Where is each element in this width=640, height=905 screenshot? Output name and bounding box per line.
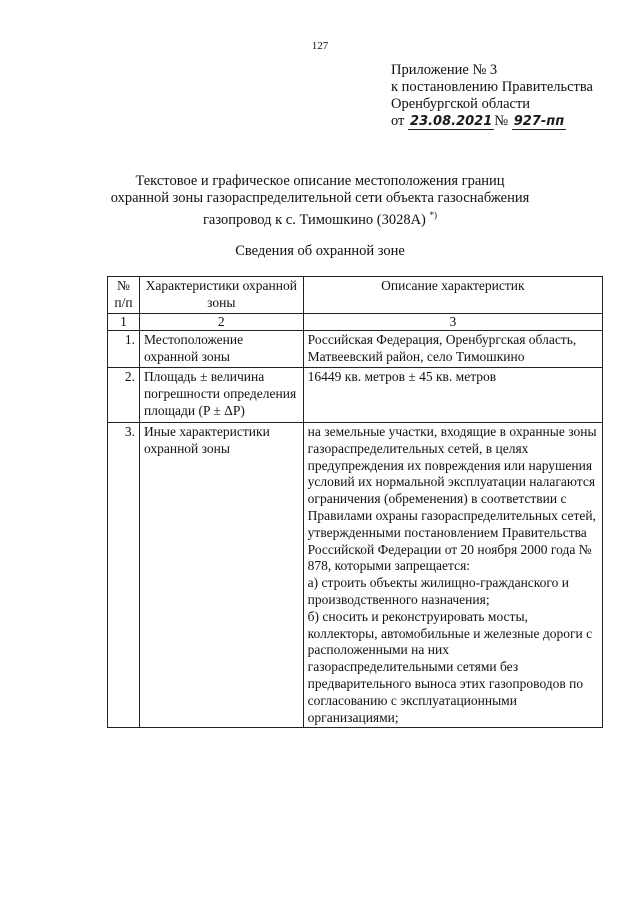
- table-header-row: [108, 277, 603, 314]
- row-description: [303, 422, 602, 727]
- description-paragraph: а) строить объекты жилищно-гражданского и производственного назначения;: [307, 575, 569, 607]
- protection-zone-table: [107, 276, 603, 728]
- description-paragraph: 16449 кв. метров ± 45 кв. метров: [307, 368, 497, 384]
- section-title: Сведения об охранной зоне: [235, 243, 405, 259]
- row-number: 1.: [108, 331, 140, 368]
- row-description: [303, 331, 602, 368]
- table-row: [108, 331, 603, 368]
- title-line-1: Текстовое и графическое описание местоположения границ: [135, 173, 505, 189]
- number-label: №: [494, 113, 509, 129]
- column-number-2: 2: [139, 313, 303, 331]
- appendix-line-1: Приложение № 3: [391, 62, 498, 78]
- appendix-date-number-row: [391, 113, 593, 130]
- from-label: от: [391, 113, 405, 129]
- description-paragraph: б) сносить и реконструировать мосты, коллекторы, автомобильные и железные дороги с расположенными на них газораспределительными сетями без предварительного выноса этих газопроводов по согласованию с эксплуатационными организациями;: [307, 608, 593, 725]
- row-description: [303, 367, 602, 422]
- footnote-mark: *): [429, 210, 437, 220]
- column-number-3: 3: [303, 313, 602, 331]
- document-title: [0, 173, 640, 229]
- handwritten-number: 927-пп: [513, 114, 565, 129]
- header-characteristic: Характеристики охранной зоны: [139, 277, 303, 314]
- title-line-2: охранной зоны газораспределительной сети объекта газоснабжения: [110, 190, 530, 206]
- page-number: 127: [311, 40, 329, 52]
- handwritten-date: 23.08.2021: [410, 114, 493, 129]
- header-number: № п/п: [108, 277, 140, 314]
- header-description: Описание характеристик: [303, 277, 602, 314]
- column-number-1: 1: [108, 313, 140, 331]
- row-number: 2.: [108, 367, 140, 422]
- column-number-row: [108, 313, 603, 331]
- table-row: [108, 422, 603, 727]
- appendix-line-3: Оренбургской области: [391, 96, 531, 112]
- title-line-3: газопровод к с. Тимошкино (3028А): [202, 211, 426, 228]
- row-characteristic: Местоположение охранной зоны: [139, 331, 303, 368]
- description-paragraph: Российская Федерация, Оренбургская область, Матвеевский район, село Тимошкино: [307, 332, 577, 365]
- row-characteristic: Иные характеристики охранной зоны: [139, 422, 303, 727]
- row-number: 3.: [108, 422, 140, 727]
- appendix-block: [391, 62, 593, 130]
- description-paragraph: на земельные участки, входящие в охранные зоны газораспределительных сетей, в целях предупреждения их повреждения или нарушения условий их нормальной эксплуатации налагаются ограничения (обременения) в соответствии с Правилами охраны газораспределительных сетей, утвержденными постановлением Правительства Российской Федерации от 20 ноября 2000 года № 878, которыми запрещается:: [307, 423, 597, 574]
- appendix-line-2: к постановлению Правительства: [391, 79, 593, 95]
- row-characteristic: Площадь ± величина погрешности определения площади (P ± ΔP): [139, 367, 303, 422]
- table-row: [108, 367, 603, 422]
